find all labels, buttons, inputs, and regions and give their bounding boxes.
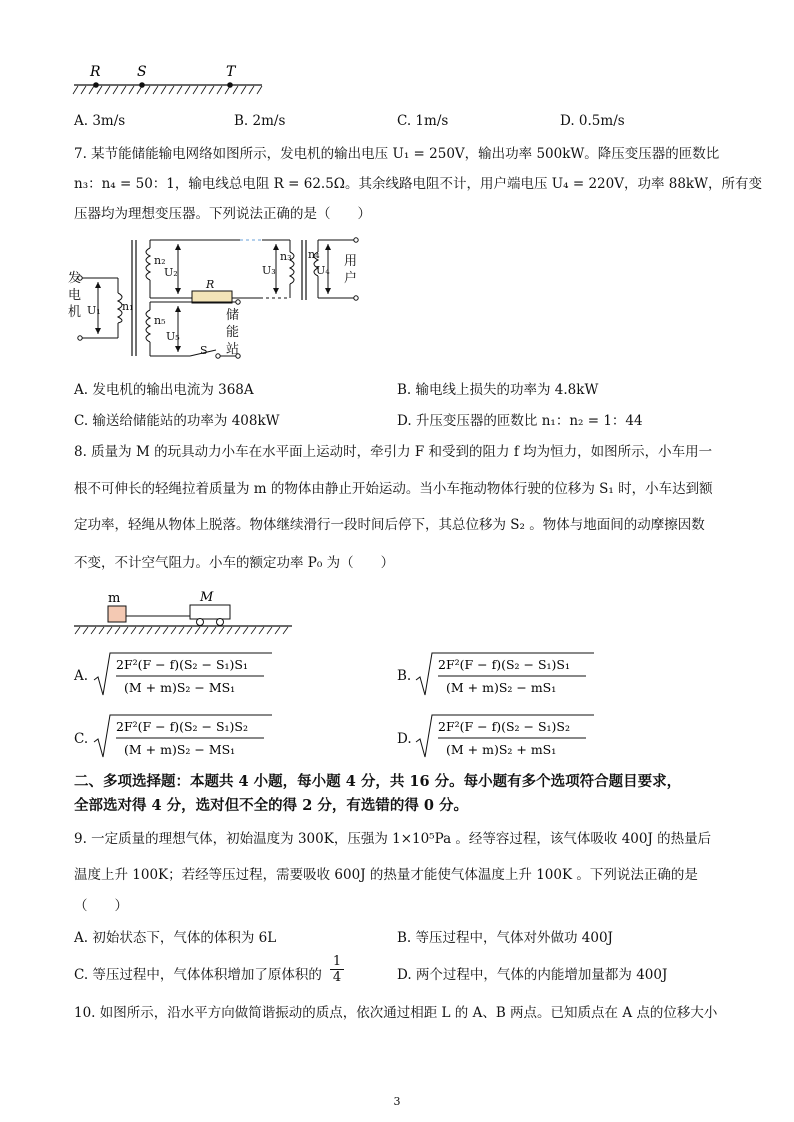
label-u2: U₂ bbox=[164, 266, 178, 279]
label-u1: U₁ bbox=[87, 304, 101, 317]
q6-option-b: B. 2m/s bbox=[234, 113, 286, 129]
point-label-t: T bbox=[226, 64, 236, 80]
q8-a-denominator: (M + m)S₂ − MS₁ bbox=[124, 680, 236, 695]
point-label-r: R bbox=[90, 64, 101, 80]
fraction-denominator: 4 bbox=[332, 970, 342, 985]
block-label-m: m bbox=[108, 591, 121, 606]
q8-car-figure bbox=[72, 588, 302, 636]
q7-option-b: B. 输电线上损失的功率为 4.8kW bbox=[397, 382, 599, 398]
storage-label: 储能站 bbox=[226, 308, 240, 357]
q9-option-b: B. 等压过程中，气体对外做功 400J bbox=[397, 930, 613, 946]
q7-option-a: A. 发电机的输出电流为 368A bbox=[74, 382, 254, 398]
q8-option-a-label: A. bbox=[74, 668, 89, 684]
rst-figure bbox=[70, 58, 270, 103]
generator-label: 发电机 bbox=[68, 271, 82, 320]
label-n3: n₃ bbox=[280, 250, 292, 263]
label-n1: n₁ bbox=[122, 300, 134, 313]
label-r: R bbox=[206, 278, 215, 291]
q7-stem-line2: n₃：n₄ = 50：1，输电线总电阻 R = 62.5Ω。其余线路电阻不计，用户端电压 U₄ = 220V，功率 88kW，所有变 bbox=[74, 176, 762, 192]
q8-stem-line4: 不变，不计空气阻力。小车的额定功率 P₀ 为（ ） bbox=[74, 555, 395, 571]
label-u3: U₃ bbox=[262, 264, 276, 277]
q8-b-numerator: 2F²(F − f)(S₂ − S₁)S₁ bbox=[438, 657, 571, 672]
q8-stem-line1: 8. 质量为 M 的玩具动力小车在水平面上运动时，牵引力 F 和受到的阻力 f 均为恒力，如图所示，小车用一 bbox=[74, 444, 713, 460]
q8-stem-line2: 根不可伸长的轻绳拉着质量为 m 的物体由静止开始运动。当小车拖动物体行驶的位移为 S₁ 时，小车达到额 bbox=[74, 481, 713, 497]
label-n5: n₅ bbox=[154, 314, 166, 327]
q6-option-a: A. 3m/s bbox=[74, 113, 126, 129]
q8-a-numerator: 2F²(F − f)(S₂ − S₁)S₁ bbox=[116, 657, 249, 672]
q7-circuit-figure bbox=[70, 228, 370, 368]
fraction-numerator: 1 bbox=[330, 954, 344, 970]
point-label-s: S bbox=[137, 64, 147, 80]
section2-header-line1: 二、多项选择题：本题共 4 小题，每小题 4 分，共 16 分。每小题有多个选项符合题目要求， bbox=[74, 773, 682, 790]
q9-option-c: C. 等压过程中，气体体积增加了原体积的 bbox=[74, 967, 322, 983]
q8-option-b-formula bbox=[414, 650, 594, 700]
q8-b-denominator: (M + m)S₂ − mS₁ bbox=[446, 680, 557, 695]
q8-option-d-label: D. bbox=[397, 731, 412, 747]
q9-option-d: D. 两个过程中，气体的内能增加量都为 400J bbox=[397, 967, 668, 983]
q8-d-numerator: 2F²(F − f)(S₂ − S₁)S₂ bbox=[438, 719, 571, 734]
q7-option-c: C. 输送给储能站的功率为 408kW bbox=[74, 413, 280, 429]
label-u5: U₅ bbox=[166, 330, 180, 343]
q7-stem-line1: 7. 某节能储能输电网络如图所示，发电机的输出电压 U₁ = 250V，输出功率 500kW。降压变压器的匝数比 bbox=[74, 146, 720, 162]
q8-option-c-formula bbox=[92, 712, 272, 762]
label-s: S bbox=[200, 344, 208, 357]
q8-c-denominator: (M + m)S₂ − MS₁ bbox=[124, 742, 236, 757]
car-label-m: M bbox=[200, 590, 214, 605]
q8-option-a-formula bbox=[92, 650, 272, 700]
q8-d-denominator: (M + m)S₂ + mS₁ bbox=[446, 742, 557, 757]
q9-stem-line2: 温度上升 100K；若经等压过程，需要吸收 600J 的热量才能使气体温度上升 100K 。下列说法正确的是 bbox=[74, 867, 698, 883]
q8-option-b-label: B. bbox=[397, 668, 412, 684]
q8-option-c-label: C. bbox=[74, 731, 89, 747]
q6-option-d: D. 0.5m/s bbox=[560, 113, 625, 129]
q9-option-c-fraction bbox=[330, 954, 344, 985]
q9-stem-line3: （ ） bbox=[74, 898, 128, 914]
q6-option-c: C. 1m/s bbox=[397, 113, 449, 129]
q7-option-d: D. 升压变压器的匝数比 n₁：n₂ = 1：44 bbox=[397, 413, 643, 429]
q8-option-d-formula bbox=[414, 712, 594, 762]
label-n2: n₂ bbox=[154, 254, 166, 267]
label-n4: n₄ bbox=[308, 248, 320, 261]
q9-option-a: A. 初始状态下，气体的体积为 6L bbox=[74, 930, 277, 946]
user-label: 用户 bbox=[344, 254, 358, 286]
page-number: 3 bbox=[393, 1095, 401, 1108]
q9-stem-line1: 9. 一定质量的理想气体，初始温度为 300K，压强为 1×10⁵Pa 。经等容过程，该气体吸收 400J 的热量后 bbox=[74, 831, 712, 847]
q8-stem-line3: 定功率，轻绳从物体上脱落。物体继续滑行一段时间后停下，其总位移为 S₂ 。物体与地面间的动摩擦因数 bbox=[74, 517, 705, 533]
q7-stem-line3: 压器均为理想变压器。下列说法正确的是（ ） bbox=[74, 206, 371, 222]
label-u4: U₄ bbox=[316, 264, 330, 277]
q8-c-numerator: 2F²(F − f)(S₂ − S₁)S₂ bbox=[116, 719, 249, 734]
q10-stem-line1: 10. 如图所示，沿水平方向做简谐振动的质点，依次通过相距 L 的 A、B 两点。已知质点在 A 点的位移大小 bbox=[74, 1005, 718, 1021]
section2-header-line2: 全部选对得 4 分，选对但不全的得 2 分，有选错的得 0 分。 bbox=[74, 797, 469, 814]
